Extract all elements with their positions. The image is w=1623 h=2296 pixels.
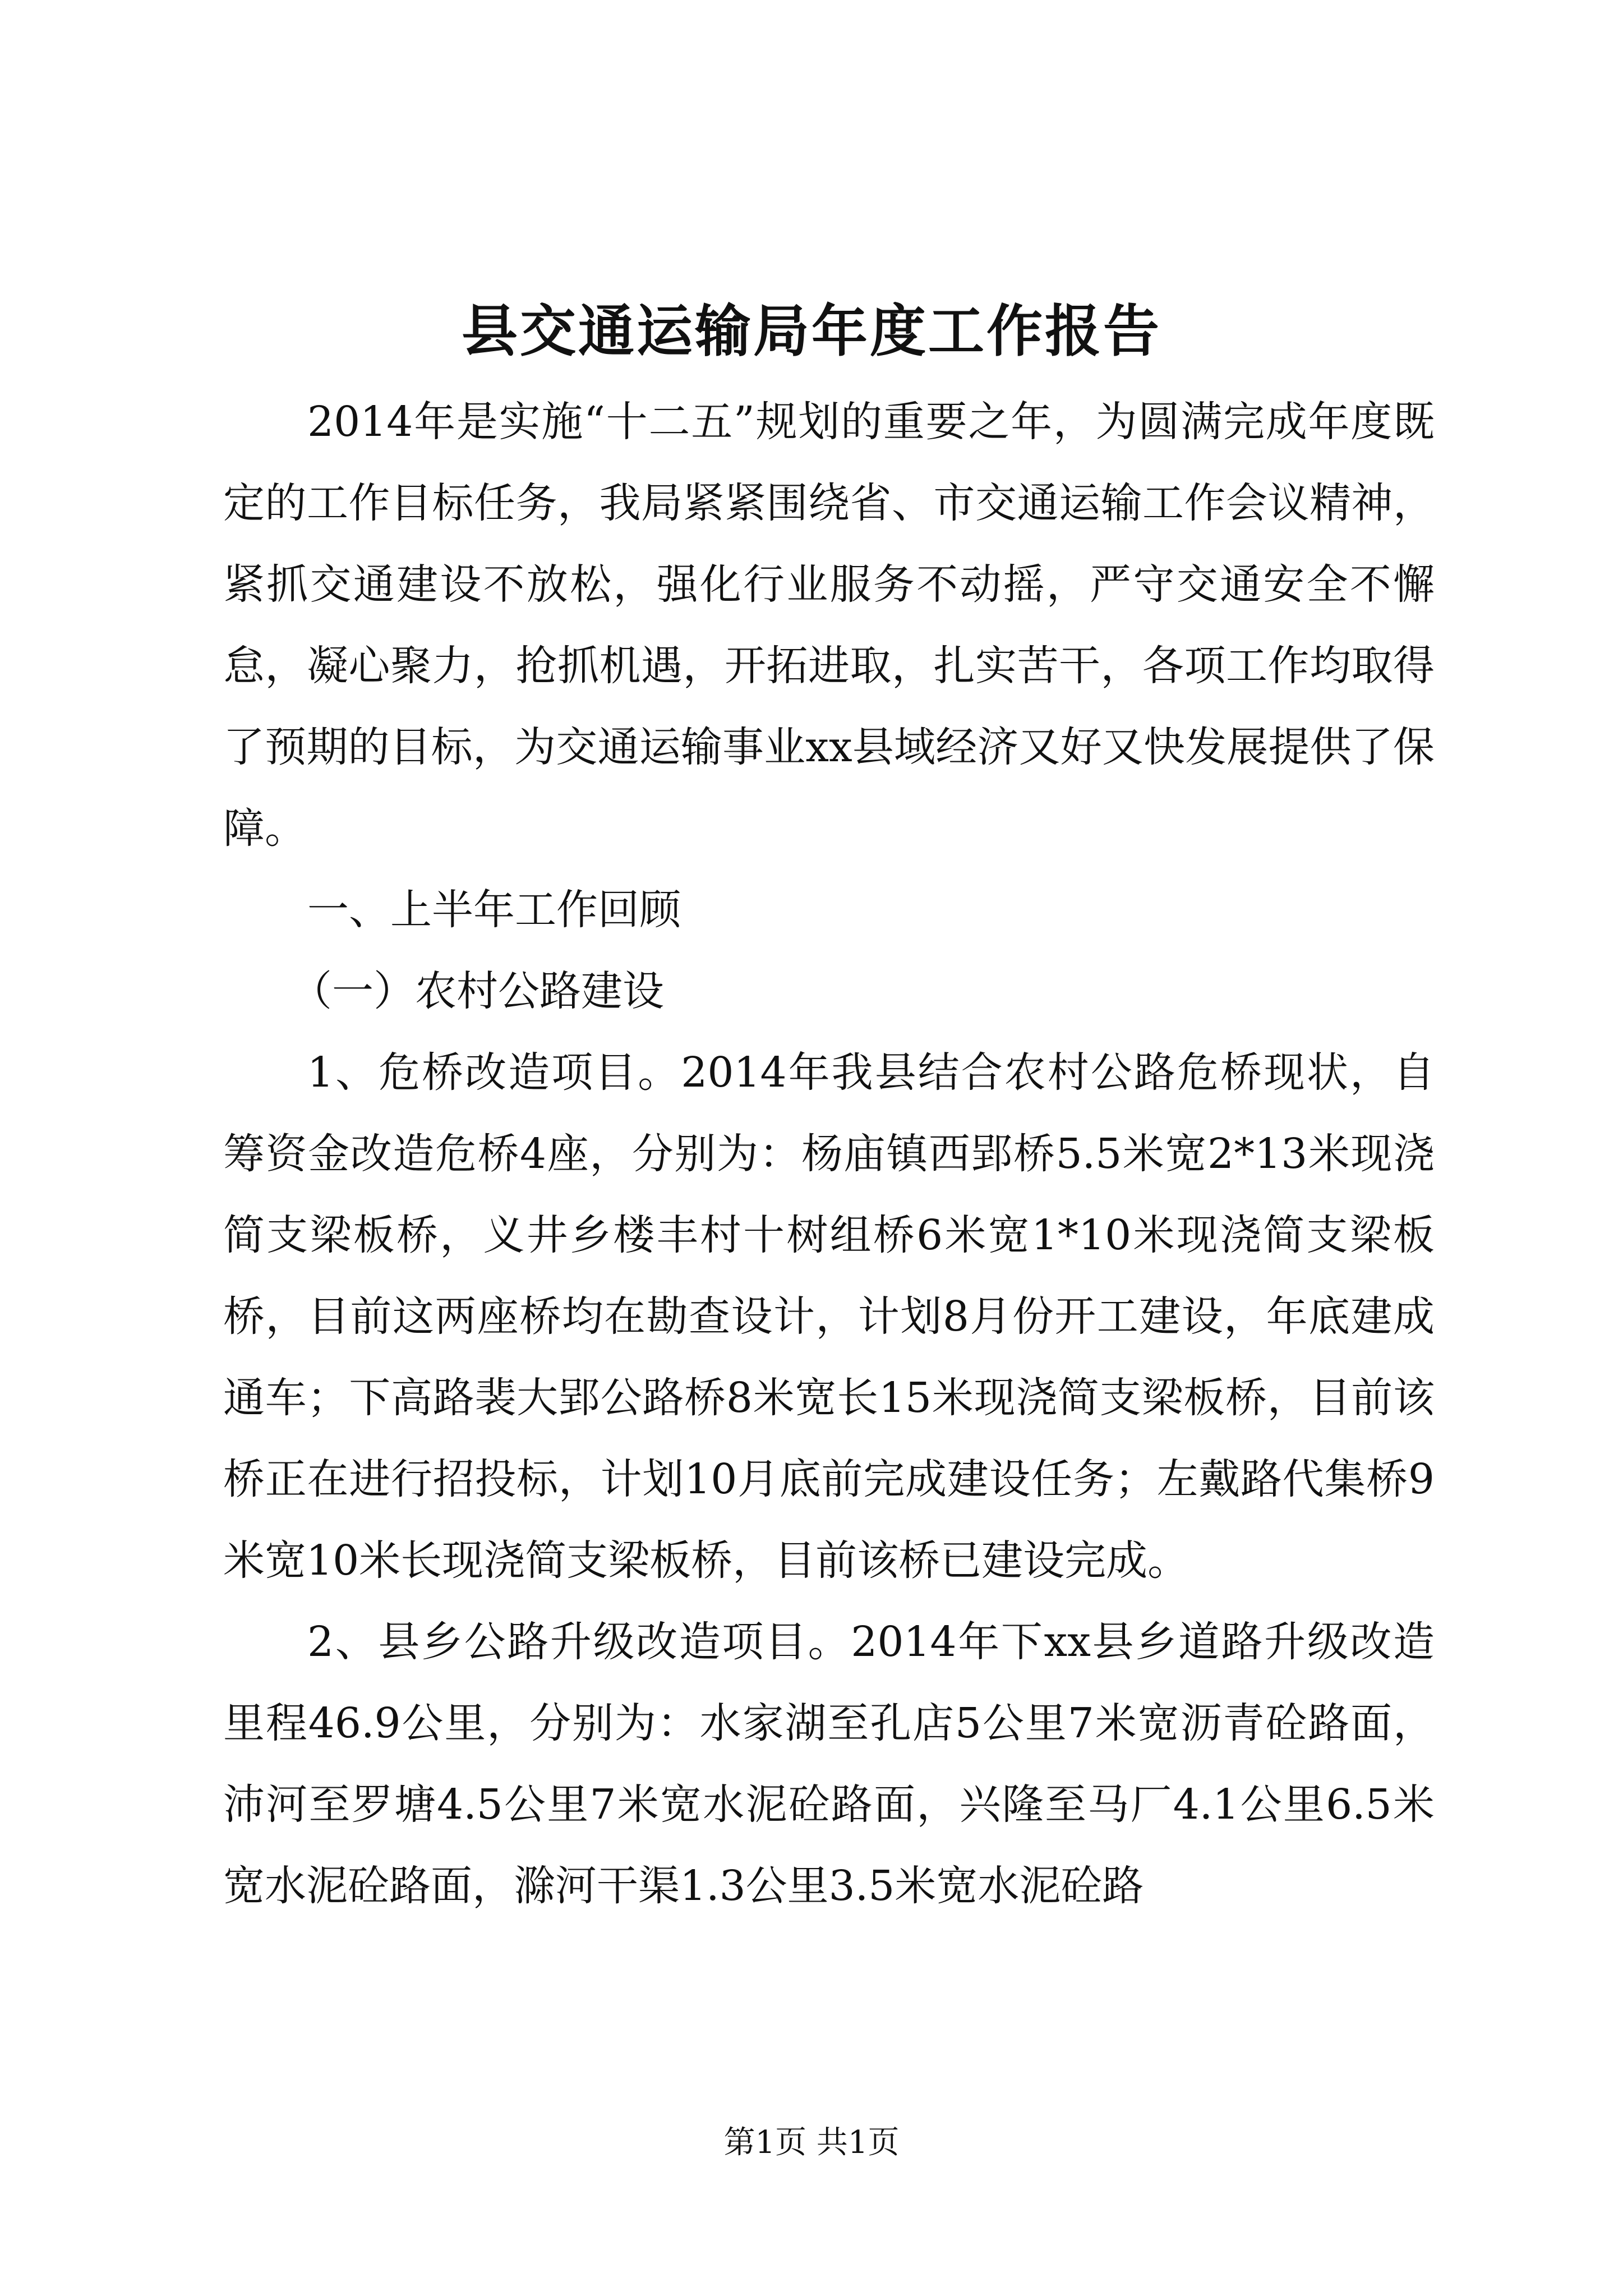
road-upgrade-paragraph: 2、县乡公路升级改造项目。2014年下xx县乡道路升级改造里程46.9公里，分别为：水家湖至孔店5公里7米宽沥青砼路面，沛河至罗塘4.5公里7米宽水泥砼路面，兴隆至马厂4.1公里6.5米宽水泥砼路面，滁河干渠1.3公里3.5米宽水泥砼路 [223,1618,1435,1910]
document-body [223,381,1435,1927]
bridge-project-paragraph: 1、危桥改造项目。2014年我县结合农村公路危桥现状，自筹资金改造危桥4座，分别为：杨庙镇西郢桥5.5米宽2*13米现浇简支梁板桥，义井乡楼丰村十树组桥6米宽1*10米现浇简支梁板桥，目前这两座桥均在勘查设计，计划8月份开工建设，年底建成通车；下高路裴大郢公路桥8米宽长15米现浇简支梁板桥，目前该桥正在进行招投标，计划10月底前完成建设任务；左戴路代集桥9米宽10米长现浇简支梁板桥，目前该桥已建设完成。 [223,1048,1435,1585]
page-number-footer: 第1页 共1页 [723,2124,900,2161]
document-title: 县交通运输局年度工作报告 [462,298,1161,364]
subsection-heading: （一）农村公路建设 [291,967,664,1015]
section-heading: 一、上半年工作回顾 [307,886,681,934]
intro-paragraph: 2014年是实施“十二五”规划的重要之年，为圆满完成年度既定的工作目标任务，我局紧紧围绕省、市交通运输工作会议精神，紧抓交通建设不放松，强化行业服务不动摇，严守交通安全不懈怠，凝心聚力，抢抓机遇，开拓进取，扎实苦干，各项工作均取得了预期的目标，为交通运输事业xx县域经济又好又快发展提供了保障。 [223,398,1435,853]
